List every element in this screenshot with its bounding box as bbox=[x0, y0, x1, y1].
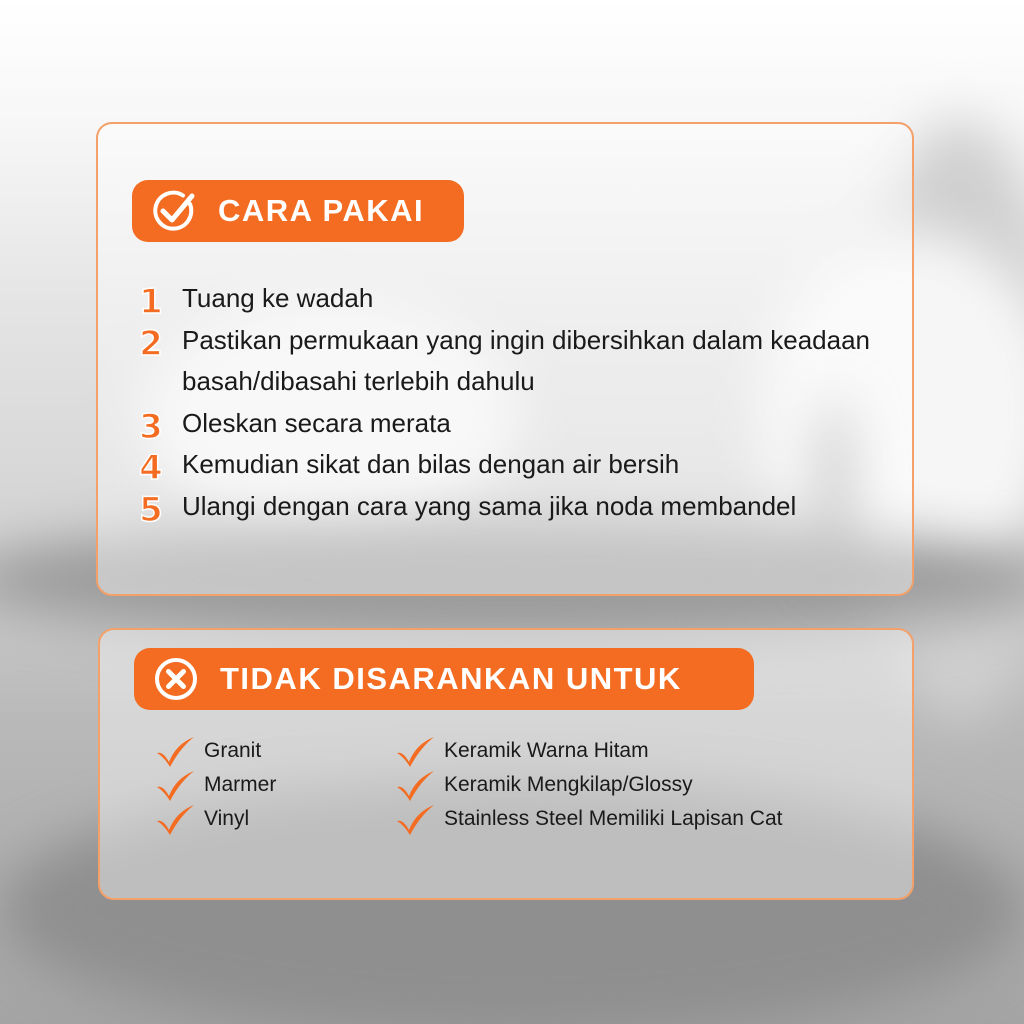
item-text: Vinyl bbox=[204, 807, 250, 830]
list-item bbox=[154, 734, 276, 768]
surface-list-right bbox=[394, 734, 782, 836]
svg-text:4: 4 bbox=[139, 448, 163, 484]
list-item bbox=[154, 802, 276, 836]
number-badge bbox=[132, 488, 170, 526]
number-badge bbox=[132, 405, 170, 443]
item-text: Keramik Mengkilap/Glossy bbox=[444, 773, 693, 796]
step-item bbox=[132, 278, 912, 320]
how-to-use-header bbox=[132, 180, 464, 242]
surface-list-left bbox=[154, 734, 276, 836]
step-item bbox=[132, 444, 912, 486]
list-item bbox=[394, 802, 782, 836]
how-to-use-card bbox=[96, 122, 914, 596]
how-to-use-title: CARA PAKAI bbox=[218, 193, 425, 228]
checkmark-icon bbox=[154, 802, 196, 836]
number-badge bbox=[132, 446, 170, 484]
not-recommended-card bbox=[98, 628, 914, 900]
step-text: Ulangi dengan cara yang sama jika noda membandel bbox=[182, 490, 797, 521]
list-item bbox=[394, 734, 782, 768]
not-recommended-title: TIDAK DISARANKAN UNTUK bbox=[220, 661, 682, 696]
checkmark-icon bbox=[394, 734, 436, 768]
number-badge bbox=[132, 280, 170, 318]
x-circle-icon bbox=[152, 655, 200, 703]
check-circle-icon bbox=[150, 187, 198, 235]
step-text: Oleskan secara merata bbox=[182, 407, 451, 438]
item-text: Keramik Warna Hitam bbox=[444, 739, 649, 762]
svg-text:1: 1 bbox=[139, 282, 163, 318]
step-text: Pastikan permukaan yang ingin dibersihkan dalam keadaan basah/dibasahi terlebih dahulu bbox=[182, 324, 870, 396]
step-item bbox=[132, 320, 912, 403]
list-item bbox=[154, 768, 276, 802]
svg-text:3: 3 bbox=[139, 406, 163, 443]
item-text: Granit bbox=[204, 739, 262, 762]
not-recommended-header bbox=[134, 648, 754, 710]
checkmark-icon bbox=[154, 734, 196, 768]
step-item bbox=[132, 403, 912, 445]
number-badge bbox=[132, 322, 170, 360]
list-item bbox=[394, 768, 782, 802]
checkmark-icon bbox=[394, 768, 436, 802]
item-text: Marmer bbox=[204, 773, 277, 796]
step-text: Tuang ke wadah bbox=[182, 283, 374, 313]
checkmark-icon bbox=[154, 768, 196, 802]
steps-list bbox=[132, 278, 912, 527]
svg-text:2: 2 bbox=[139, 323, 163, 360]
checkmark-icon bbox=[394, 802, 436, 836]
svg-text:5: 5 bbox=[139, 489, 163, 526]
step-item bbox=[132, 486, 912, 528]
item-text: Stainless Steel Memiliki Lapisan Cat bbox=[444, 807, 783, 830]
step-text: Kemudian sikat dan bilas dengan air bersih bbox=[182, 449, 680, 479]
